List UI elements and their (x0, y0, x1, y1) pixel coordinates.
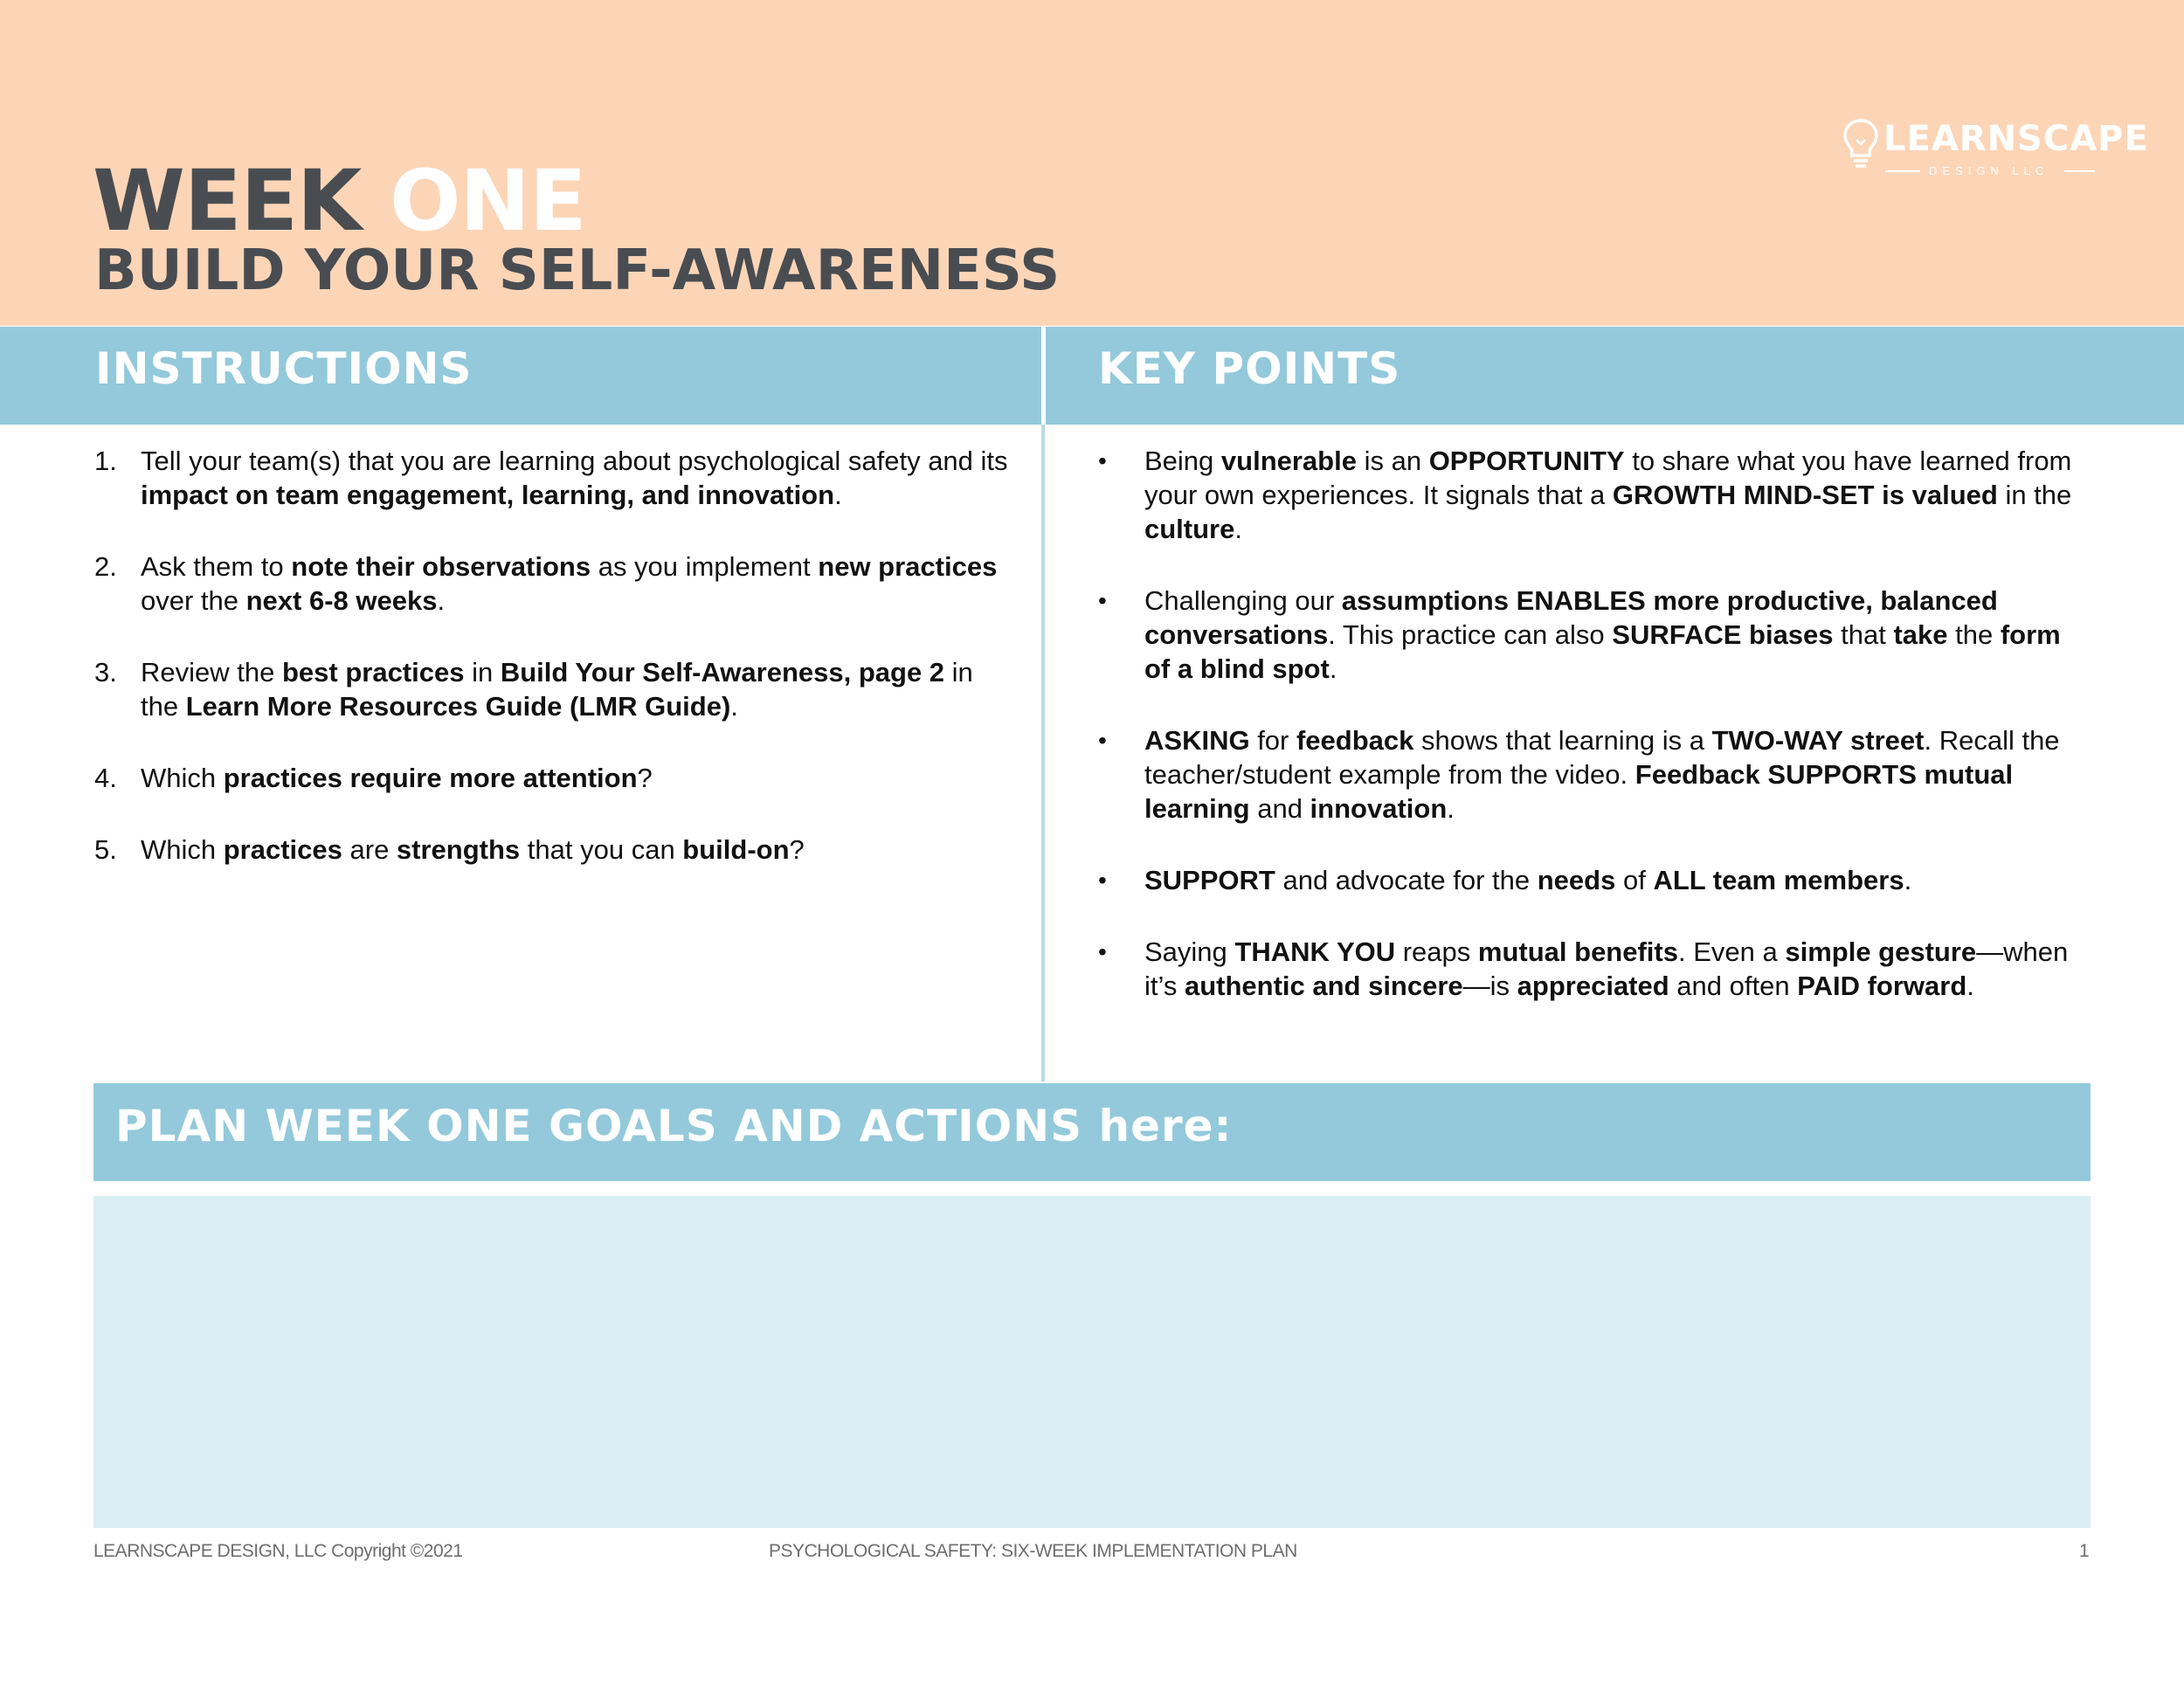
item-text: Which practices are strengths that you can build-on? (141, 834, 805, 865)
key-points-list (1095, 444, 2073, 1040)
logo-wordmark: LEARNSCAPE (1883, 119, 2149, 159)
logo-rule-right (2064, 170, 2095, 172)
item-text: ASKING for feedback shows that learning is a TWO-WAY street. Recall the teacher/student example from the video. Feedback SUPPORTS mutual learning and innovation. (1144, 725, 2060, 824)
item-text: Which practices require more attention? (141, 763, 653, 793)
item-number: 2. (94, 551, 117, 582)
plan-goals-area[interactable] (93, 1196, 2091, 1528)
footer-page-number: 1 (2079, 1541, 2090, 1561)
page-subtitle: BUILD YOUR SELF-AWARENESS (94, 238, 1061, 303)
item-text: Ask them to note their observations as you implement new practices over the next 6-8 weeks. (141, 551, 998, 616)
item-text: Review the best practices in Build Your Self-Awareness, page 2 in the Learn More Resources Guide (LMR Guide). (141, 657, 973, 722)
item-text: Challenging our assumptions ENABLES more productive, balanced conversations. This practice can also SURFACE biases that take the form of a blind spot. (1144, 585, 2061, 684)
key-point-item (1095, 863, 2073, 897)
instructions-list (94, 444, 1012, 904)
week-number: ONE (389, 152, 586, 250)
plan-heading: PLAN WEEK ONE GOALS AND ACTIONS here: (115, 1101, 1233, 1151)
page-title (93, 152, 586, 250)
lightbulb-icon (1842, 117, 1880, 171)
instruction-item (94, 761, 1012, 795)
bullet-icon: • (1098, 727, 1107, 754)
item-text: Tell your team(s) that you are learning about psychological safety and its impact on team engagement, learning, and innovation. (141, 446, 1008, 510)
key-points-heading: KEY POINTS (1098, 343, 1401, 394)
instructions-heading: INSTRUCTIONS (95, 343, 473, 394)
item-text: Being vulnerable is an OPPORTUNITY to share what you have learned from your own experiences. It signals that a GROWTH MIND-SET is valued in the culture. (1144, 446, 2072, 544)
week-word: WEEK (93, 152, 362, 250)
footer-document-title: PSYCHOLOGICAL SAFETY: SIX-WEEK IMPLEMENTATION PLAN (769, 1541, 1297, 1561)
item-text: Saying THANK YOU reaps mutual benefits. Even a simple gesture—when it’s authentic and sincere—is appreciated and often PAID forward. (1144, 936, 2069, 1001)
instruction-item (94, 549, 1012, 618)
bullet-icon: • (1098, 938, 1107, 965)
logo-rule-left (1885, 170, 1920, 172)
bullet-icon: • (1098, 587, 1107, 614)
column-divider (1041, 425, 1045, 1082)
bullet-icon: • (1098, 867, 1107, 894)
item-number: 5. (94, 834, 117, 865)
key-point-item (1095, 444, 2073, 546)
instruction-item (94, 655, 1012, 723)
item-number: 4. (94, 763, 117, 793)
item-text: SUPPORT and advocate for the needs of ALL team members. (1144, 865, 1912, 895)
instruction-item (94, 833, 1012, 867)
learnscape-logo (1842, 114, 2149, 177)
footer-copyright: LEARNSCAPE DESIGN, LLC Copyright ©2021 (93, 1541, 463, 1561)
key-point-item (1095, 723, 2073, 826)
instruction-item (94, 444, 1012, 512)
item-number: 3. (94, 657, 117, 688)
bullet-icon: • (1098, 447, 1107, 474)
key-point-item (1095, 935, 2073, 1003)
key-point-item (1095, 584, 2073, 686)
item-number: 1. (94, 446, 117, 476)
logo-tagline: DESIGN LLC (1929, 164, 2049, 177)
